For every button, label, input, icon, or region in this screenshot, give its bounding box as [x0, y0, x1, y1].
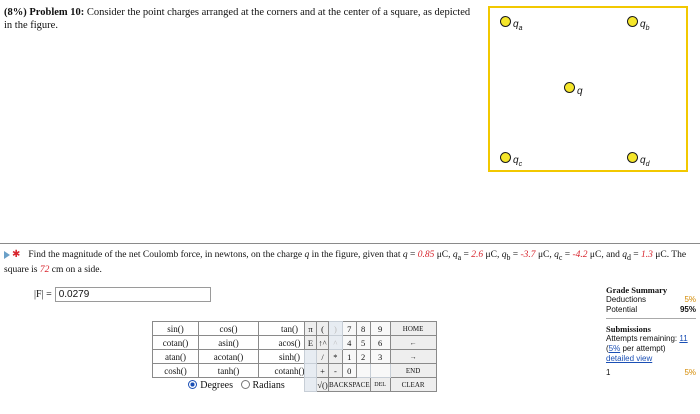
key-close-paren[interactable]: ) [329, 322, 343, 336]
charge-qd-label: $q_d$ [640, 155, 650, 168]
key-sqrt[interactable]: √() [317, 379, 328, 390]
key-cos[interactable]: cos() [199, 322, 259, 336]
problem-label: (8%) Problem 10: [4, 7, 85, 18]
key-up-caret[interactable]: ↑^ [318, 337, 327, 348]
grade-summary: Grade Summary Deductions 5% Potential 95% Submissions Attempts remaining: 11 (5% per attempt) detailed view 1 5% [606, 285, 696, 377]
charge-q-dot [564, 82, 575, 93]
key-pi[interactable]: π [305, 322, 317, 336]
key-sinh[interactable]: sinh() [259, 350, 321, 364]
answer-row [34, 287, 211, 302]
charge-qb-label: $q_b$ [640, 19, 650, 32]
function-keyboard [152, 321, 321, 391]
key-1[interactable]: 1 [342, 350, 356, 364]
charge-qc-dot [500, 152, 511, 163]
key-9[interactable]: 9 [370, 322, 390, 336]
deductions-value: 5% [684, 295, 696, 304]
potential-label: Potential [606, 305, 638, 314]
submission-pct: 5% [684, 368, 696, 377]
key-6[interactable]: 6 [370, 336, 390, 350]
key-right-arrow[interactable]: → [390, 350, 436, 364]
key-asin[interactable]: asin() [199, 336, 259, 350]
key-8[interactable]: 8 [356, 322, 370, 336]
submissions-title: Submissions [606, 324, 651, 334]
charge-qd-dot [627, 152, 638, 163]
q-value: 0.85 [417, 250, 435, 261]
key-cotan[interactable]: cotan() [153, 336, 199, 350]
radians-label: Radians [252, 380, 285, 391]
per-attempt-pct: 5% [608, 344, 621, 353]
numeric-keypad [304, 321, 437, 392]
key-e[interactable]: E [305, 336, 317, 350]
qc-value: -4.2 [572, 250, 588, 261]
charge-qb-dot [627, 16, 638, 27]
key-end[interactable]: END [390, 364, 436, 378]
key-blank [370, 364, 390, 378]
problem-text: Consider the point charges arranged at the corners and at the center of a square, as depicted in the figure. [4, 7, 471, 31]
detailed-view-link[interactable]: detailed view [606, 354, 653, 363]
key-cosh[interactable]: cosh() [153, 364, 199, 378]
key-blank [356, 364, 370, 378]
qa-value: 2.6 [471, 250, 484, 261]
question-text: ✱ Find the magnitude of the net Coulomb force, in newtons, on the charge q in the figure, given that q = 0.85 μC, $q_a = 2.6$ μC, $q_b = -3.7$ μC, $q_c = -4.2$ μC, and $q_d = 1.3$ μC. The square is 72 cm on a side. [4, 249, 687, 276]
key-clear[interactable]: CLEAR [390, 378, 436, 392]
charge-qa-label: $q_a$ [513, 19, 523, 32]
key-7[interactable]: 7 [342, 322, 356, 336]
key-home[interactable]: HOME [390, 322, 436, 336]
key-cotanh[interactable]: cotanh() [259, 364, 321, 378]
key-4[interactable]: 4 [342, 336, 356, 350]
key-del[interactable]: DEL [370, 378, 390, 392]
attempts-label: Attempts remaining: [606, 334, 678, 343]
key-blank [305, 378, 317, 392]
charge-q-label: q [577, 86, 583, 97]
deductions-label: Deductions [606, 295, 647, 304]
submission-index: 1 [606, 368, 611, 377]
key-caret[interactable]: ^ [329, 336, 343, 350]
key-3[interactable]: 3 [370, 350, 390, 364]
key-0[interactable]: 0 [342, 364, 356, 378]
key-acotan[interactable]: acotan() [199, 350, 259, 364]
key-blank [305, 350, 317, 364]
key-multiply[interactable]: * [329, 350, 343, 364]
key-2[interactable]: 2 [356, 350, 370, 364]
play-icon[interactable] [4, 251, 10, 259]
section-divider [0, 243, 700, 244]
problem-statement [4, 6, 474, 32]
key-backspace[interactable]: BACKSPACE [329, 378, 371, 392]
key-divide[interactable]: / [317, 350, 329, 364]
key-tanh[interactable]: tanh() [199, 364, 259, 378]
potential-value: 95% [679, 305, 696, 314]
degrees-label: Degrees [200, 380, 234, 391]
charge-qc-label: $q_c$ [513, 155, 523, 168]
key-sin[interactable]: sin() [153, 322, 199, 336]
qb-value: -3.7 [520, 250, 536, 261]
grade-summary-title: Grade Summary [606, 285, 668, 295]
radians-radio[interactable] [241, 380, 250, 389]
key-plus[interactable]: + [317, 364, 329, 378]
answer-input[interactable]: 0.0279 [55, 287, 211, 302]
key-tan[interactable]: tan() [259, 322, 321, 336]
qd-value: 1.3 [641, 250, 653, 261]
charge-qa-dot [500, 16, 511, 27]
attempts-value: 11 [679, 334, 688, 343]
key-minus[interactable]: - [329, 364, 343, 378]
key-atan[interactable]: atan() [153, 350, 199, 364]
per-attempt-text: per attempt) [622, 344, 666, 353]
incorrect-icon: ✱ [12, 249, 21, 260]
charges-figure [488, 6, 688, 172]
grade-divider [606, 318, 696, 319]
degrees-radio[interactable] [188, 380, 197, 389]
key-left-arrow[interactable]: ← [390, 336, 436, 350]
side-value: 72 [39, 265, 50, 276]
key-blank [305, 364, 317, 378]
answer-label: |F| = [34, 289, 52, 300]
key-open-paren[interactable]: ( [317, 322, 329, 336]
key-acos[interactable]: acos() [259, 336, 321, 350]
key-5[interactable]: 5 [356, 336, 370, 350]
angle-mode [152, 378, 321, 391]
